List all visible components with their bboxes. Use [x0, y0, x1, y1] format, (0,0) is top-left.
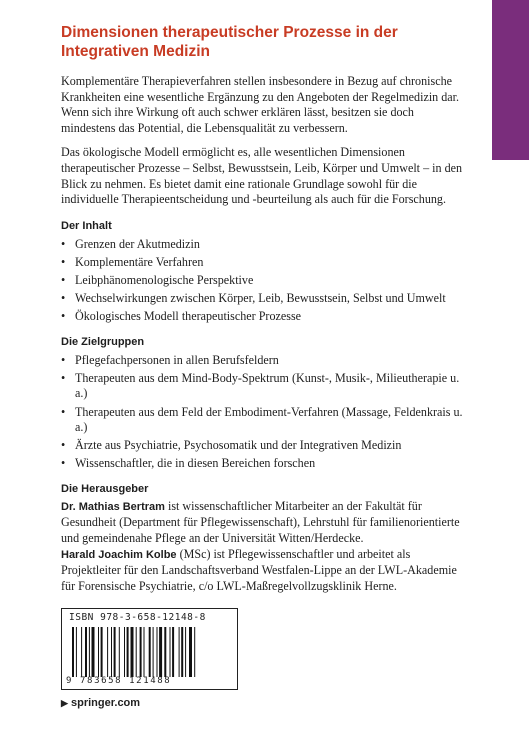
book-title: Dimensionen therapeutischer Prozesse in der Integrativen Medizin [61, 24, 398, 60]
zielgruppen-heading: Die Zielgruppen [61, 335, 145, 348]
list-item: • Wechselwirkungen zwischen Körper, Leib, Bewusstsein, Selbst und Umwelt [61, 291, 446, 306]
barcode-stripe [136, 627, 137, 677]
barcode-stripe [153, 627, 154, 677]
barcode-stripe [89, 627, 90, 677]
barcode-stripe [179, 627, 180, 677]
editor-name: Harald Joachim Kolbe [61, 548, 177, 561]
barcode-stripe [92, 627, 95, 677]
barcode-number: 9 783658 121488 [66, 676, 172, 686]
list-item: • Ökologisches Modell therapeutischer Prozesse [61, 309, 302, 324]
isbn-text: ISBN 978-3-658-12148-8 [69, 612, 206, 623]
barcode-stripe [181, 627, 183, 677]
barcode-stripe [114, 627, 116, 677]
inhalt-list [61, 237, 463, 325]
barcode-stripe [194, 627, 195, 677]
barcode-stripe [101, 627, 103, 677]
barcode-stripe [157, 627, 158, 677]
barcode-stripe [98, 627, 99, 677]
list-item: • Komplementäre Verfahren [61, 254, 204, 269]
bullet-icon: • [61, 370, 66, 385]
list-item: • Pflegefachpersonen in allen Berufsfeldern [61, 352, 279, 367]
barcode-stripe [189, 627, 192, 677]
list-item: • Therapeuten aus dem Feld der Embodiment-Verfahren (Massage, Feldenkrais u. a.) [61, 404, 463, 435]
barcode-stripe [124, 627, 125, 677]
barcode-stripe [72, 627, 74, 677]
editor-name: Dr. Mathias Bertram [61, 500, 165, 513]
arrow-right-icon: ▶ [61, 698, 68, 708]
inhalt-heading: Der Inhalt [61, 219, 112, 232]
bullet-icon: • [61, 404, 66, 419]
herausgeber-section [61, 482, 463, 595]
isbn-barcode [61, 608, 238, 690]
intro-paragraph: Komplementäre Therapieverfahren stellen insbesondere in Bezug auf chronische Krankheiten eine wesentliche Ergänzung zu den Angeboten der Regelmedizin dar. Wenn sich ihre Wirkung oft auch schwer erklären lässt, besitzen sie doch mindestens das Potential, die Lebensqualität zu verbessern. [61, 74, 460, 135]
bullet-icon: • [61, 438, 66, 453]
list-item: • Grenzen der Akutmedizin [61, 236, 200, 251]
barcode-stripe [159, 627, 162, 677]
barcode-stripe [76, 627, 77, 677]
barcode-stripe [164, 627, 166, 677]
barcode-stripe [149, 627, 151, 677]
zielgruppen-list [61, 353, 463, 472]
herausgeber-heading: Die Herausgeber [61, 482, 149, 495]
barcode-stripe [172, 627, 174, 677]
barcode-stripe [140, 627, 142, 677]
barcode-stripe [85, 627, 87, 677]
back-cover-text [61, 23, 463, 594]
list-item: • Wissenschaftler, die in diesen Bereichen forschen [61, 456, 316, 471]
bullet-icon: • [61, 254, 66, 269]
list-item: • Therapeuten aus dem Mind-Body-Spektrum (Kunst-, Musik-, Milieutherapie u. a.) [61, 370, 460, 401]
bullet-icon: • [61, 456, 66, 471]
barcode-stripe [81, 627, 82, 677]
editor-bio: Harald Joachim Kolbe (MSc) ist Pflegewissenschaftler und arbeitet als Projektleiter für den Landschaftsverband Westfalen-Lippe an der LWL-Akademie für Forensische Psychiatrie, c/o LWL-Maßregelvollzugsklinik Herne. [61, 546, 457, 593]
barcode-stripe [144, 627, 145, 677]
barcode-stripe [131, 627, 134, 677]
bullet-icon: • [61, 352, 66, 367]
barcode-stripe [107, 627, 108, 677]
barcode-icon [72, 627, 227, 677]
bullet-icon: • [61, 291, 66, 306]
barcode-stripe [119, 627, 120, 677]
barcode-stripe [170, 627, 171, 677]
bullet-icon: • [61, 272, 66, 287]
list-item: • Ärzte aus Psychiatrie, Psychosomatik und der Integrativen Medizin [61, 438, 402, 453]
barcode-stripe [127, 627, 129, 677]
purple-accent-bar [492, 0, 529, 160]
barcode-stripe [111, 627, 112, 677]
editor-bio: Dr. Mathias Bertram ist wissenschaftlicher Mitarbeiter an der Fakultät für Gesundheit (Department für Pflegewissenschaft), Lehrstuhl für familienorientierte und gemeindenahe Pflege an der Universität Witten/Herdecke. [61, 498, 460, 546]
model-paragraph: Das ökologische Modell ermöglicht es, alle wesentlichen Dimensionen therapeutischer Prozesse – Selbst, Bewusstsein, Leib, Körper und Umwelt – in den Blick zu nehmen. Es bietet damit eine rationale Grundlage sowohl für die individuelle Therapieentscheidung und -beurteilung als auch für die Forschung. [61, 145, 463, 207]
barcode-stripe [185, 627, 186, 677]
list-item: • Leibphänomenologische Perspektive [61, 272, 254, 287]
publisher-url: springer.com [70, 697, 141, 709]
publisher-link[interactable] [61, 697, 140, 709]
bullet-icon: • [61, 309, 66, 324]
bullet-icon: • [61, 236, 66, 251]
